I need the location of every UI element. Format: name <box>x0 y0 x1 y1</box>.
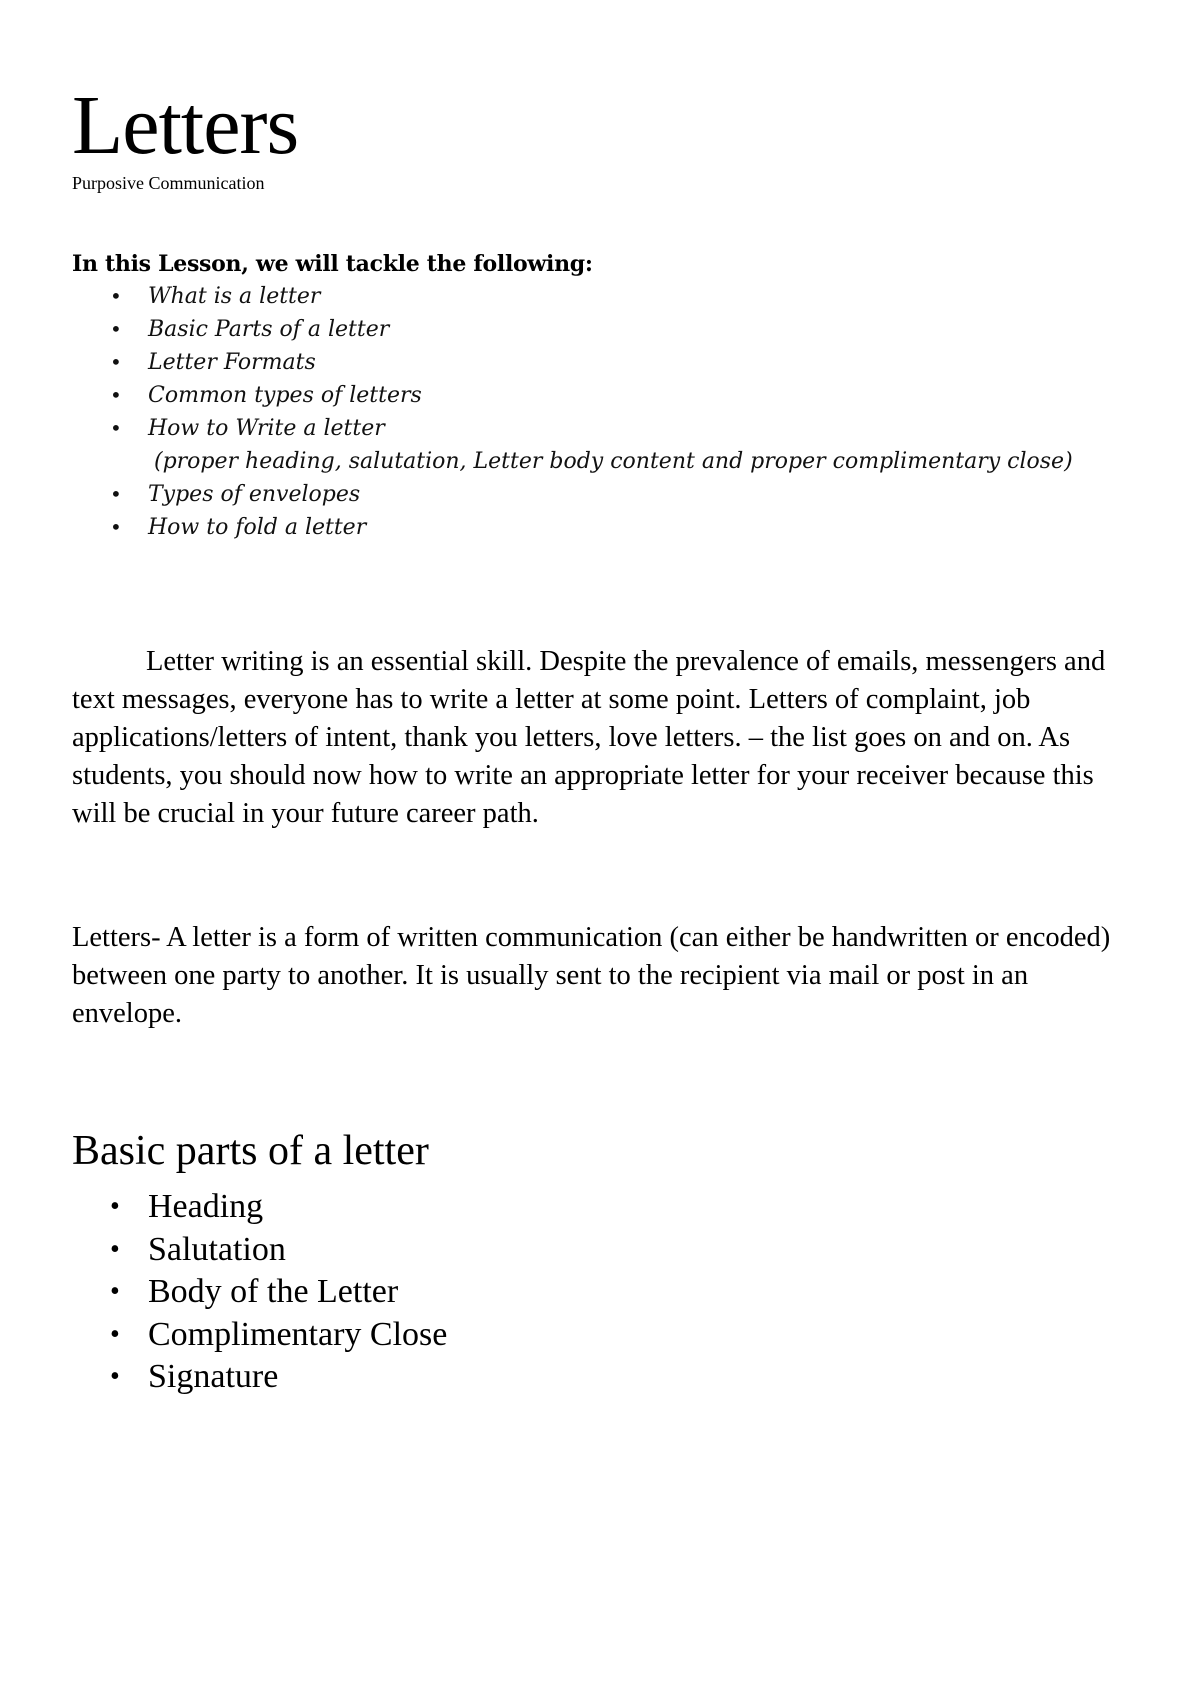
bullet-icon: • <box>110 1191 120 1222</box>
bullet-icon: • <box>110 1318 120 1350</box>
list-item-label: Signature <box>148 1358 279 1395</box>
lesson-topics-list <box>110 280 1073 544</box>
section-heading: Basic parts of a letter <box>72 1128 429 1174</box>
list-item-label: Heading <box>148 1188 264 1225</box>
topic-label: Letter Formats <box>148 350 316 375</box>
topic-note: (proper heading, salutation, Letter body content and proper complimentary close) <box>154 449 1073 474</box>
bullet-icon: • <box>110 1276 120 1307</box>
bullet-icon: • <box>110 317 122 341</box>
bullet-icon: • <box>110 515 122 539</box>
topic-label: Types of envelopes <box>148 482 361 507</box>
letter-parts-list <box>110 1186 447 1399</box>
list-item <box>110 1229 447 1272</box>
topic-label: What is a letter <box>148 284 321 309</box>
list-item-label: Salutation <box>148 1230 286 1268</box>
intro-paragraph: Letter writing is an essential skill. Despite the prevalence of emails, messengers and text messages, everyone has to write a letter at some point. Letters of complaint, job applications/letters of intent, thank you letters, love letters. – the list goes on and on. As students, you should now how to write an appropriate letter for your receiver because this will be crucial in your future career path. <box>72 646 1106 829</box>
list-item-label: Body of the Letter <box>148 1273 399 1310</box>
document-subtitle: Purposive Communication <box>72 173 265 193</box>
document-title: Letters <box>72 79 299 172</box>
list-item <box>110 1356 447 1399</box>
bullet-icon: • <box>110 284 122 308</box>
topic-item <box>110 379 1073 412</box>
bullet-icon: • <box>110 1361 120 1392</box>
topic-label: Basic Parts of a letter <box>148 317 390 342</box>
topic-item <box>110 280 1073 313</box>
topic-label: Common types of letters <box>148 383 422 408</box>
lesson-intro-text: In this Lesson, we will tackle the following: <box>72 251 593 277</box>
bullet-icon: • <box>110 416 122 440</box>
list-item <box>110 1271 447 1314</box>
topic-item <box>110 478 1073 511</box>
bullet-icon: • <box>110 1233 120 1265</box>
list-item-label: Complimentary Close <box>148 1315 448 1353</box>
lesson-intro <box>72 250 593 278</box>
list-item <box>110 1314 447 1357</box>
topic-item <box>110 313 1073 346</box>
list-item <box>110 1186 447 1229</box>
topic-item <box>110 511 1073 544</box>
topic-item <box>110 346 1073 379</box>
topic-item <box>110 412 1073 478</box>
bullet-icon: • <box>110 383 122 407</box>
bullet-icon: • <box>110 482 122 506</box>
topic-label: How to fold a letter <box>148 515 367 540</box>
definition-paragraph: Letters- A letter is a form of written communication (can either be handwritten or encoded) between one party to another. It is usually sent to the recipient via mail or post in an envelope. <box>72 922 1111 1029</box>
topic-label: How to Write a letter <box>148 416 385 441</box>
bullet-icon: • <box>110 350 122 374</box>
